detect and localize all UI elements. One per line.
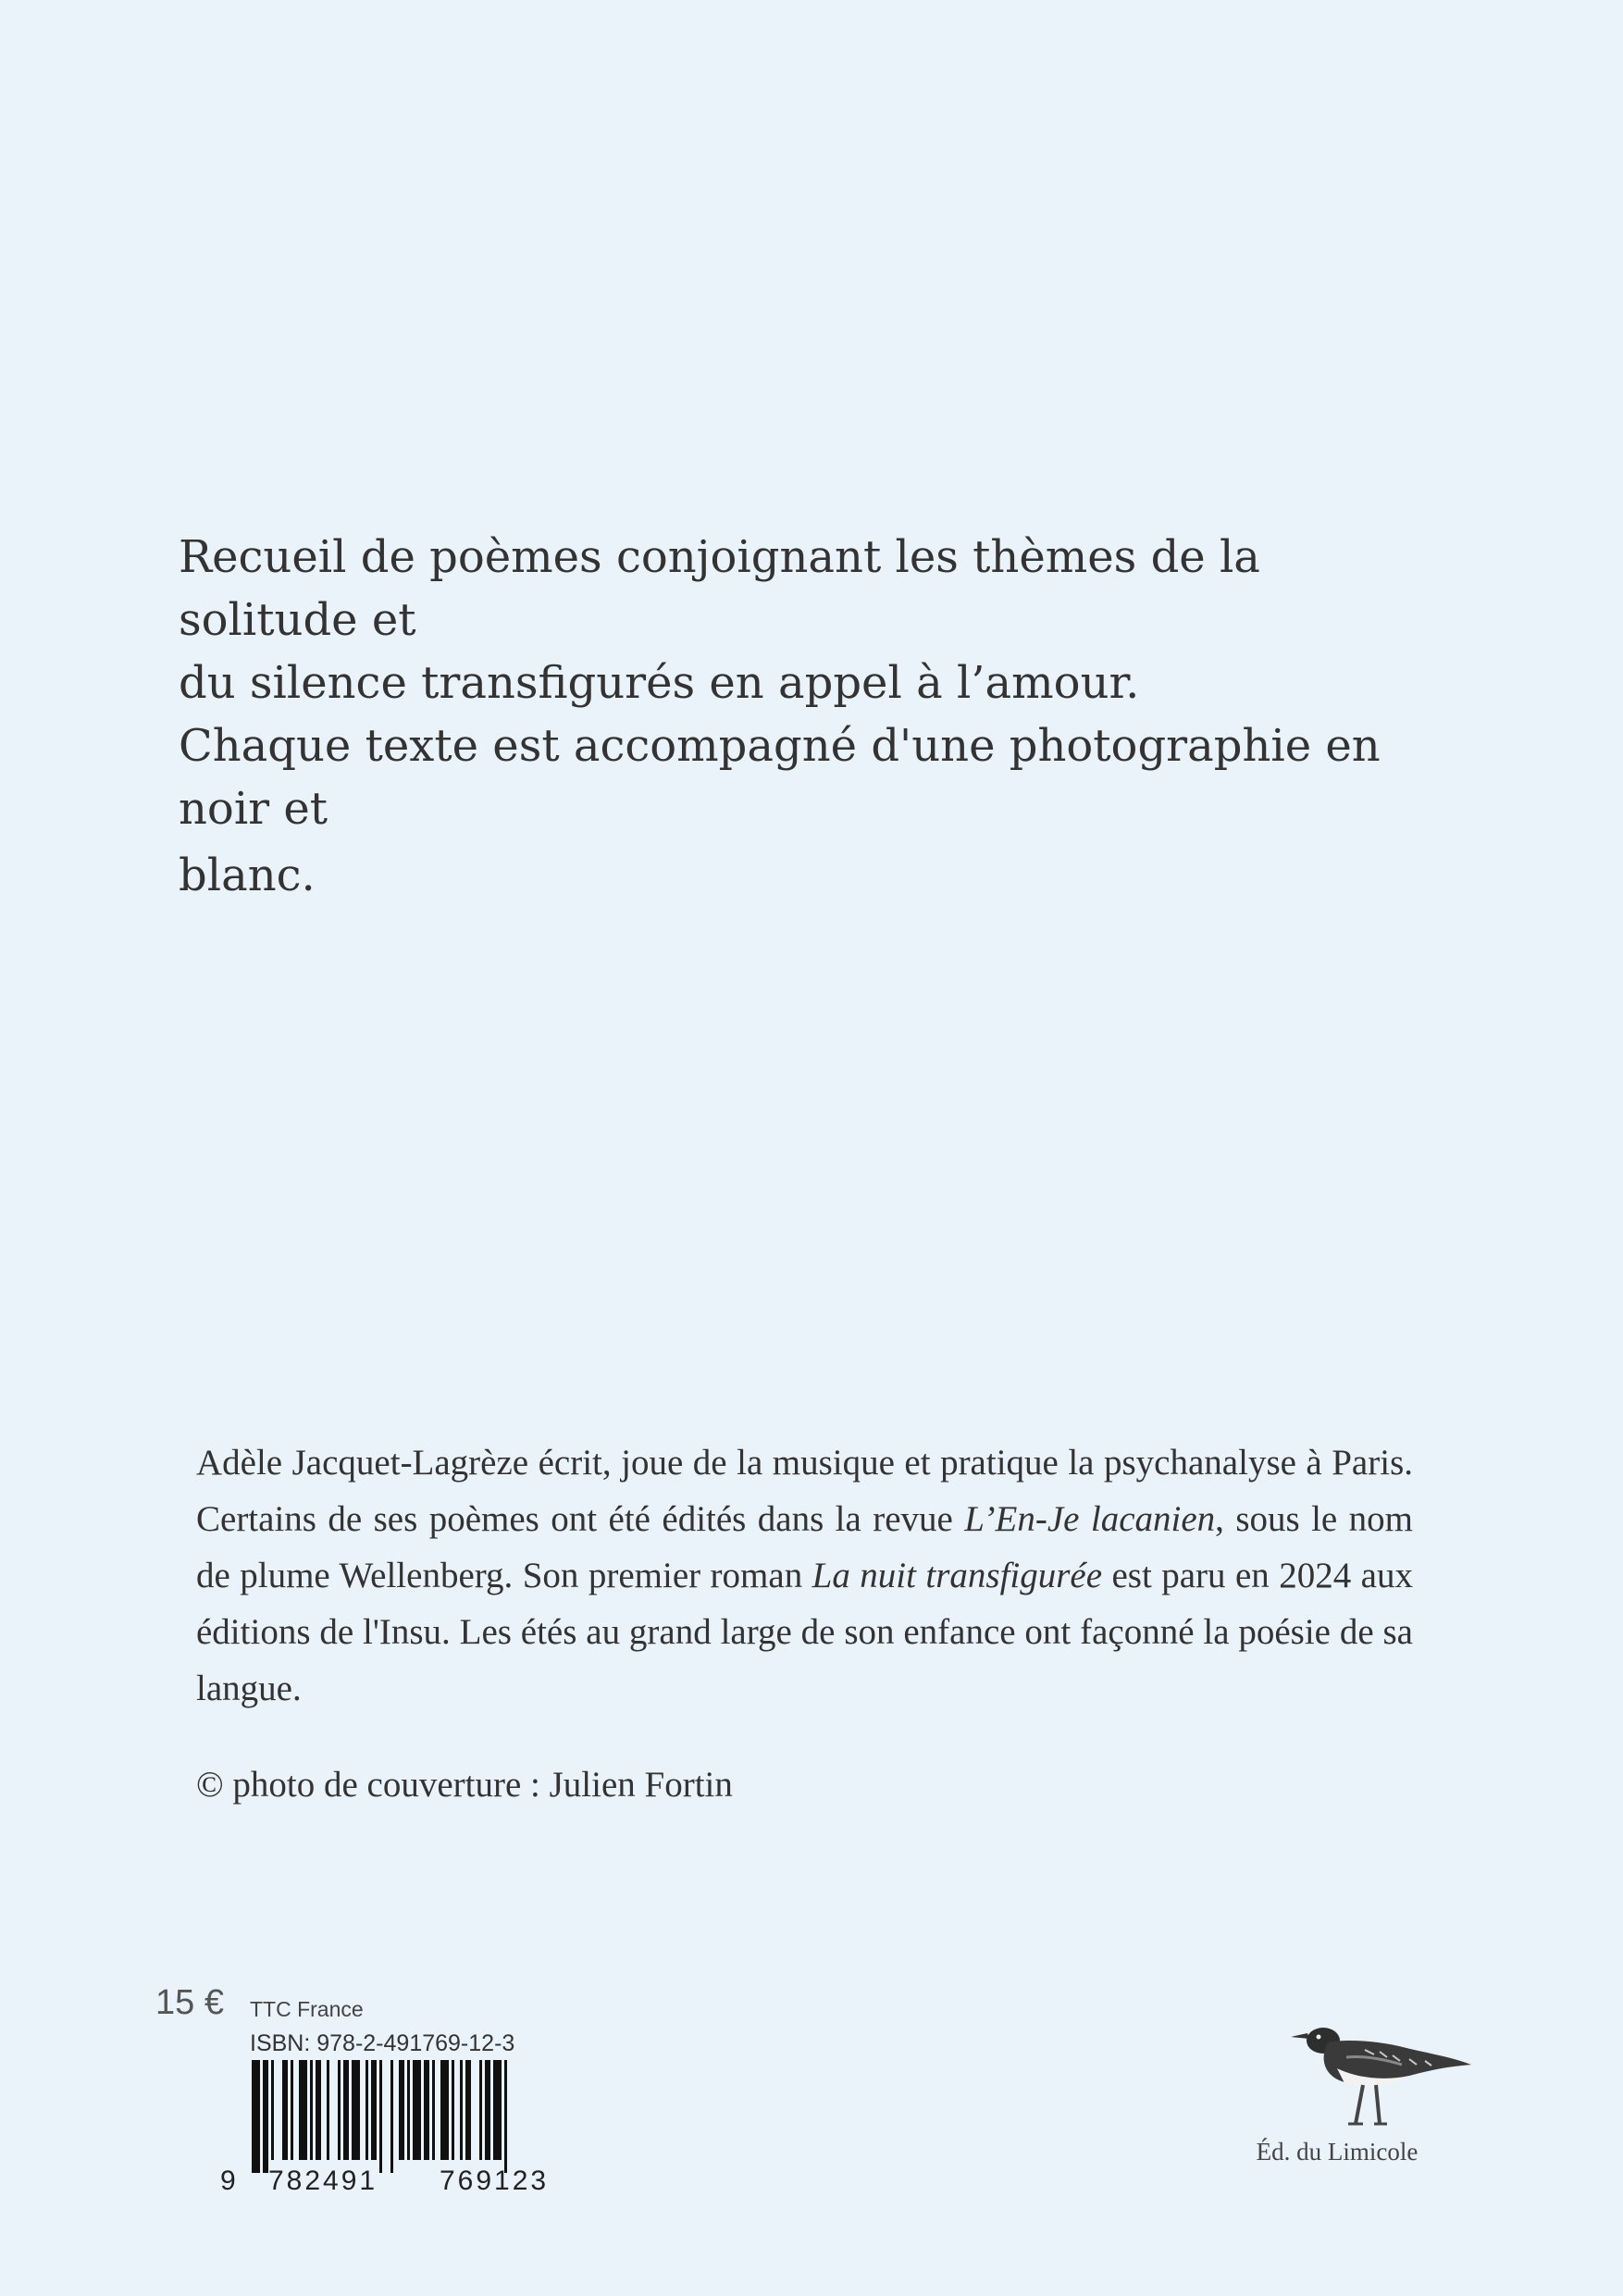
barcode-bar	[504, 2060, 507, 2173]
blurb-line-2: du silence transfigurés en appel à l’amour.	[179, 657, 1140, 709]
barcode-bar	[252, 2060, 260, 2173]
tax-note: TTC France	[250, 1997, 364, 2021]
bio-text-3: est paru en 2024 aux éditions de l'Insu. Les étés au grand large de son enfance ont façonné la poésie de sa langue.	[196, 1556, 1413, 1708]
publisher-name: Éd. du Limicole	[1256, 2138, 1419, 2166]
barcode-bar	[460, 2060, 463, 2160]
barcode-digits-left: 782491	[268, 2166, 378, 2196]
journal-title: L’En-Je lacanien	[964, 1499, 1216, 1539]
barcode-bar	[352, 2060, 360, 2160]
blurb-line-1: Recueil de poèmes conjoignant les thèmes de la solitude et	[179, 531, 1260, 646]
barcode-bar	[399, 2060, 404, 2160]
bio-text-2: , sous le nom de plume Wellenberg. Son premier roman	[196, 1499, 1414, 1595]
barcode-bar	[413, 2060, 421, 2160]
novel-title: La nuit transfigurée	[812, 1556, 1103, 1595]
barcode-bar	[271, 2060, 274, 2160]
barcode-digits-right: 769123	[440, 2166, 550, 2196]
barcode-bar	[343, 2060, 349, 2160]
barcode-bar	[424, 2060, 429, 2160]
barcode-bar	[465, 2060, 471, 2160]
barcode-bar	[365, 2060, 368, 2160]
blurb-line-3: Chaque texte est accompagné d'une photographie en noir et	[179, 720, 1381, 835]
barcode-bar	[291, 2060, 293, 2160]
bio-text-1: Adèle Jacquet-Lagrèze écrit, joue de la musique et pratique la psychanalyse à Paris. Certains de ses poèmes ont été édités dans la revue	[196, 1443, 1413, 1539]
barcode-bar	[299, 2060, 307, 2160]
barcode-bar	[485, 2060, 490, 2160]
barcode-bar	[338, 2060, 341, 2160]
barcode-bar	[432, 2060, 435, 2160]
author-bio	[196, 1434, 1413, 1717]
book-blurb	[179, 526, 1446, 907]
barcode-bar	[371, 2060, 377, 2160]
barcode-bar	[316, 2060, 321, 2160]
barcode-bar	[263, 2060, 268, 2173]
barcode-bar	[407, 2060, 410, 2160]
barcode-bar	[452, 2060, 454, 2160]
isbn-barcode	[250, 2060, 601, 2173]
price: 15 €	[155, 1983, 224, 2022]
barcode-bar	[282, 2060, 288, 2160]
barcode-bar	[440, 2060, 449, 2160]
barcode-bar	[327, 2060, 329, 2160]
barcode-bar	[479, 2060, 482, 2160]
barcode-bar	[310, 2060, 313, 2160]
turnstone-bird-icon	[1291, 2022, 1471, 2138]
barcode-bar	[379, 2060, 382, 2173]
author-bio-paragraph	[196, 1434, 1413, 1717]
blurb-line-4: blanc.	[179, 850, 316, 901]
photo-credit: © photo de couverture : Julien Fortin	[196, 1765, 733, 1805]
barcode-bar	[390, 2060, 393, 2173]
barcode-digit-first: 9	[220, 2166, 239, 2196]
isbn-label: ISBN: 978-2-491769-12-3	[250, 2030, 515, 2056]
barcode-bar	[493, 2060, 502, 2160]
